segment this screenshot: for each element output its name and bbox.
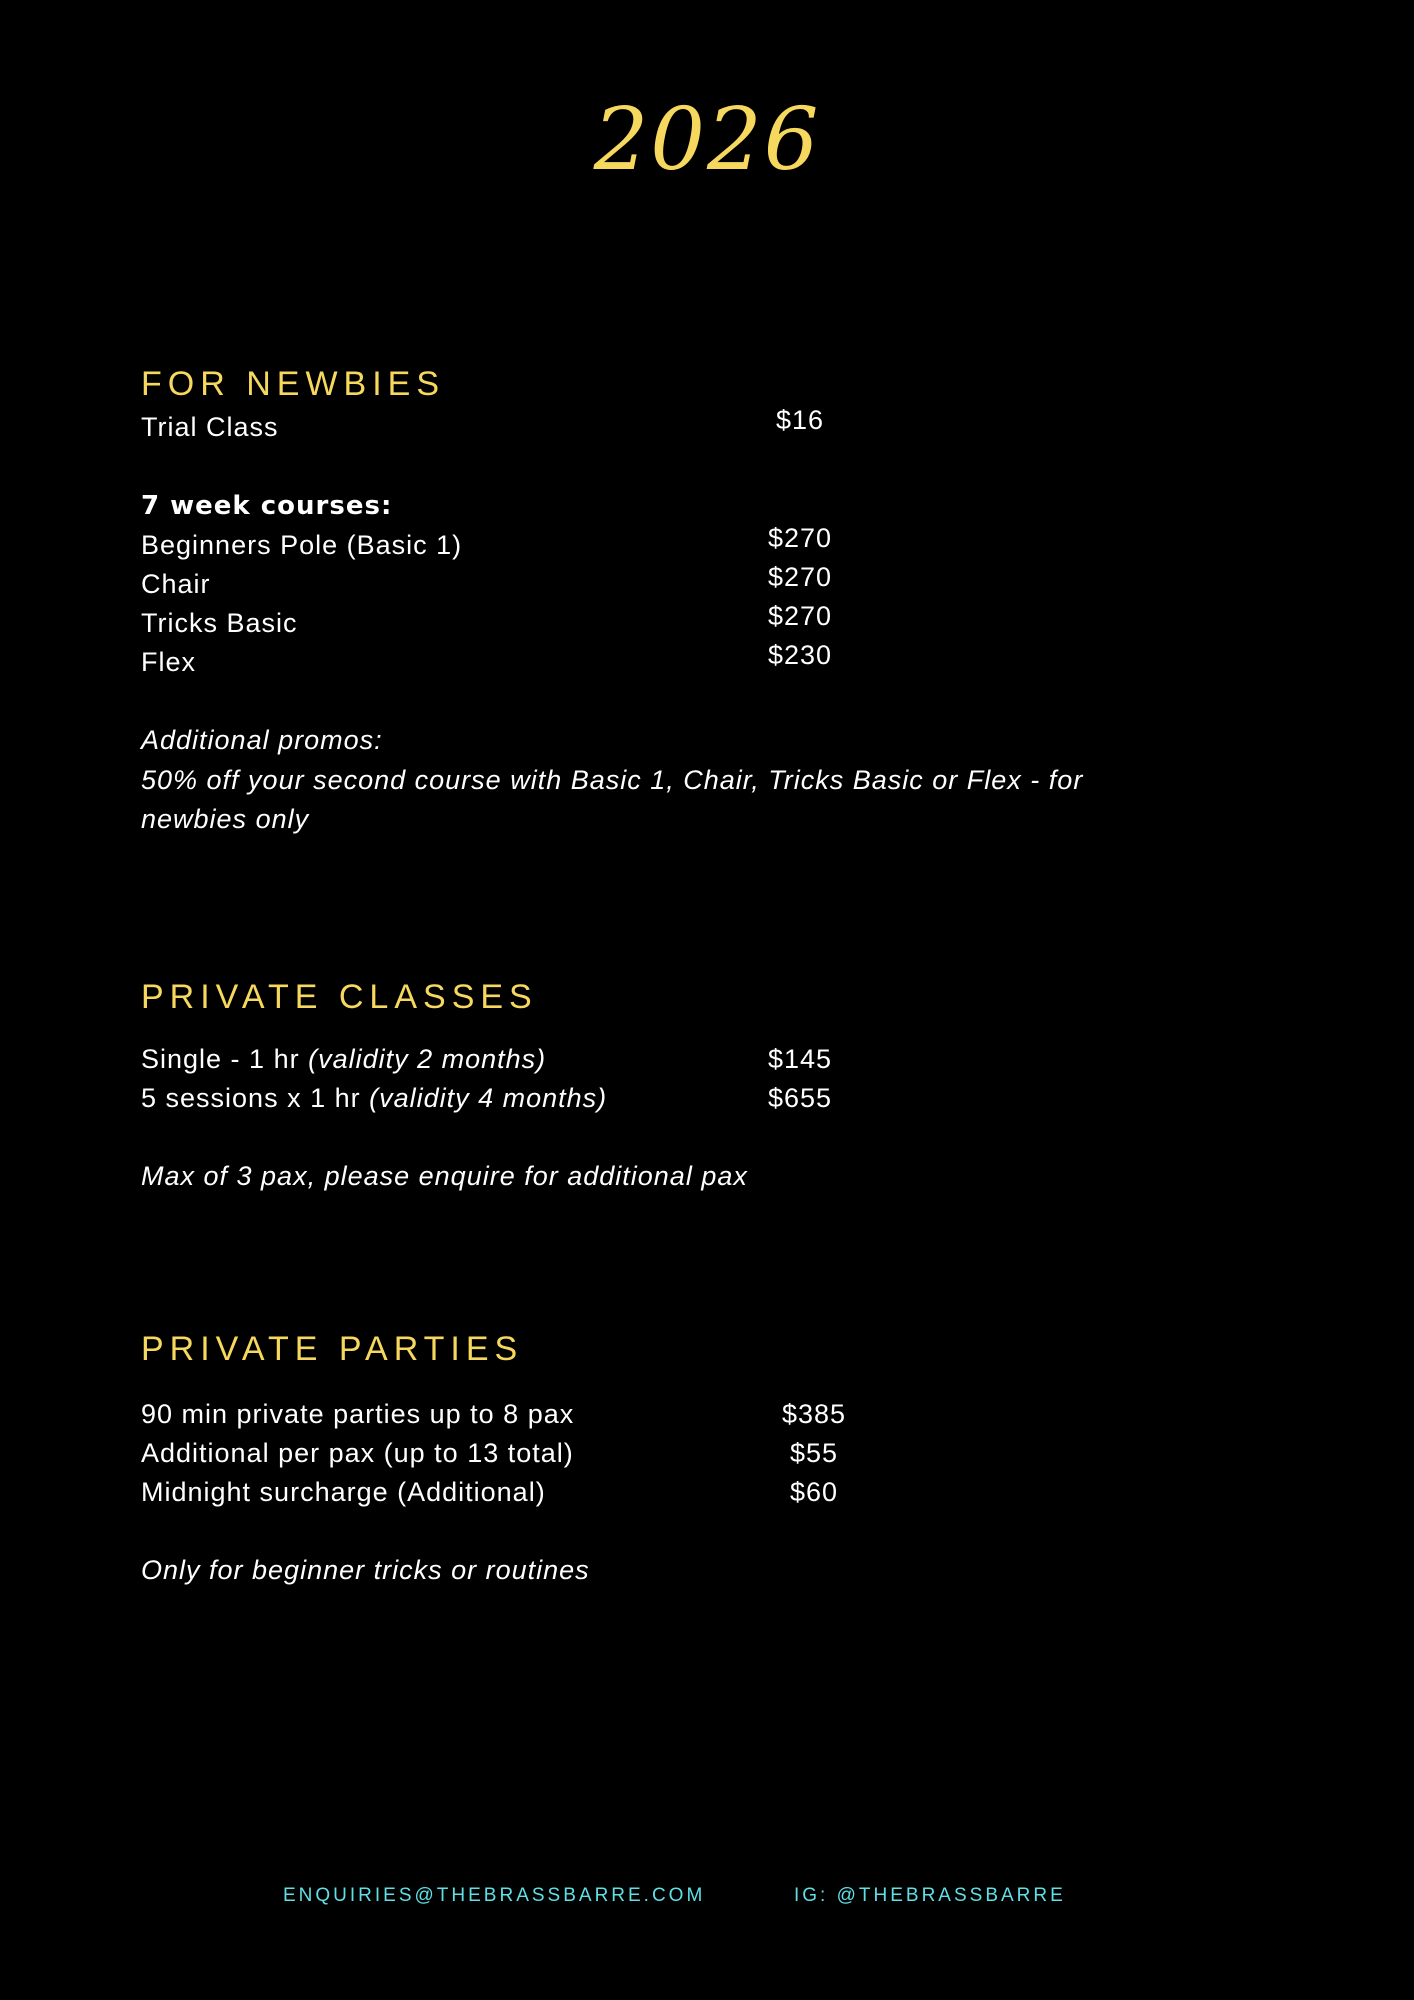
private-class-price: $145 xyxy=(767,1044,833,1074)
trial-class-label: Trial Class xyxy=(141,412,279,442)
promo-text: 50% off your second course with Basic 1, Chair, Tricks Basic or Flex - for newbies only xyxy=(141,765,1084,834)
course-label: Tricks Basic xyxy=(141,608,298,638)
party-label: 90 min private parties up to 8 pax xyxy=(141,1399,575,1429)
party-label: Additional per pax (up to 13 total) xyxy=(141,1438,574,1468)
private-classes-note: Max of 3 pax, please enquire for additional pax xyxy=(141,1161,748,1191)
party-price: $60 xyxy=(789,1477,839,1507)
private-class-row xyxy=(141,1081,607,1115)
trial-class-price: $16 xyxy=(775,405,825,435)
section-heading-newbies: FOR NEWBIES xyxy=(141,365,446,403)
private-class-label: Single - 1 hr xyxy=(141,1044,309,1074)
courses-subheading: 7 week courses: xyxy=(141,491,393,521)
private-class-validity: (validity 2 months) xyxy=(308,1044,547,1074)
private-class-price: $655 xyxy=(767,1083,833,1113)
footer-instagram-link[interactable]: IG: @THEBRASSBARRE xyxy=(794,1885,1066,1906)
course-label: Chair xyxy=(141,569,211,599)
course-price: $230 xyxy=(767,640,833,670)
party-price: $385 xyxy=(781,1399,847,1429)
private-class-row xyxy=(141,1042,546,1076)
course-label: Flex xyxy=(141,647,197,677)
private-class-label: 5 sessions x 1 hr xyxy=(141,1083,370,1113)
section-heading-private-parties: PRIVATE PARTIES xyxy=(141,1330,524,1368)
private-parties-note: Only for beginner tricks or routines xyxy=(141,1555,590,1585)
course-label: Beginners Pole (Basic 1) xyxy=(141,530,463,560)
course-price: $270 xyxy=(767,523,833,553)
promo-heading: Additional promos: xyxy=(141,725,383,755)
year-title: 2026 xyxy=(593,90,821,190)
footer-email-link[interactable]: ENQUIRIES@THEBRASSBARRE.COM xyxy=(283,1885,706,1906)
party-label: Midnight surcharge (Additional) xyxy=(141,1477,546,1507)
course-price: $270 xyxy=(767,562,833,592)
party-price: $55 xyxy=(789,1438,839,1468)
section-heading-private-classes: PRIVATE CLASSES xyxy=(141,978,538,1016)
private-class-validity: (validity 4 months) xyxy=(369,1083,608,1113)
course-price: $270 xyxy=(767,601,833,631)
